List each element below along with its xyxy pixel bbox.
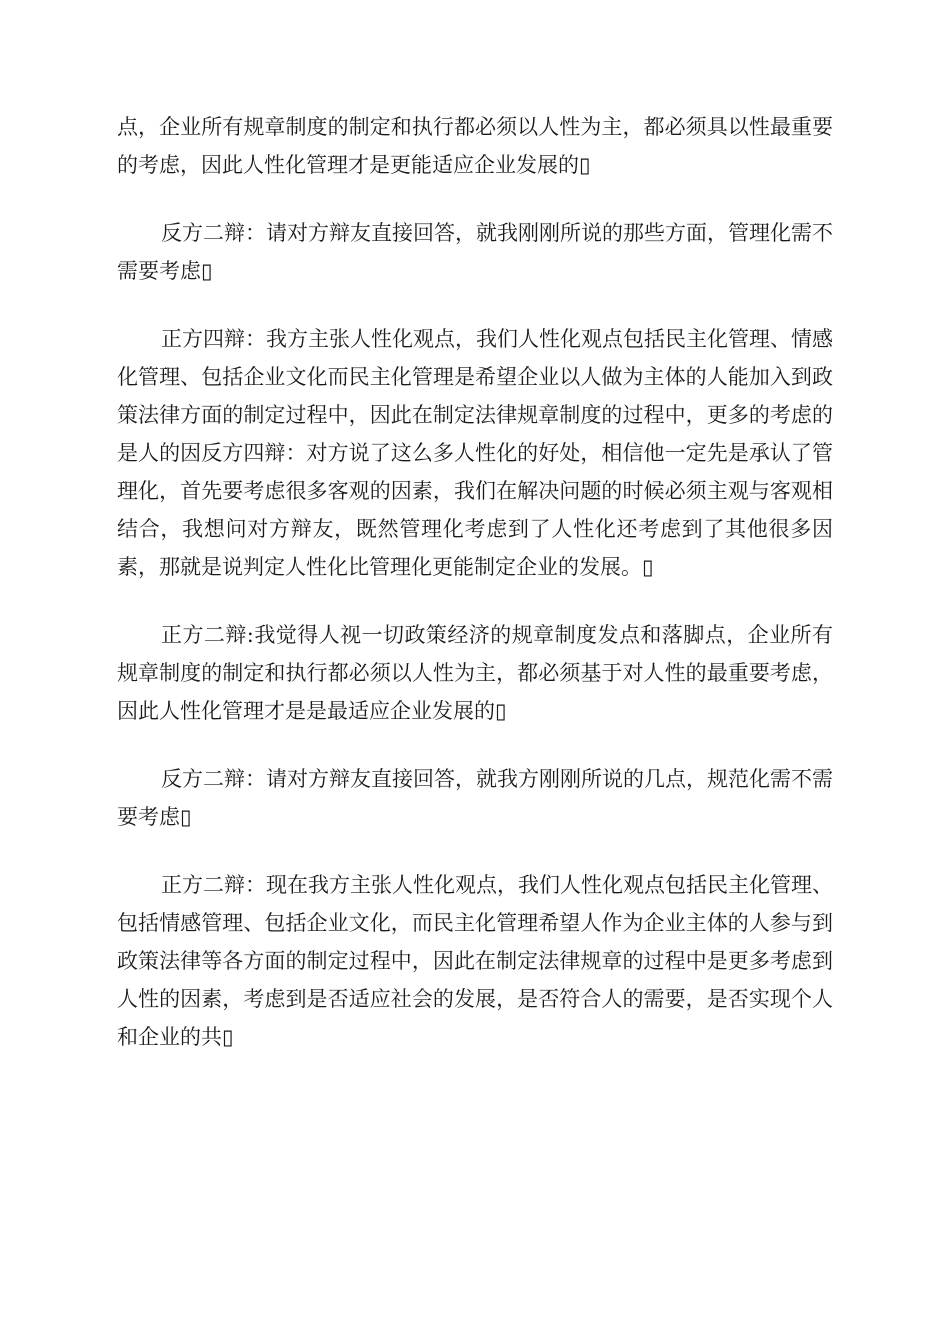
paragraph-negative-second-question-1: 反方二辩：请对方辩友直接回答，就我刚刚所说的那些方面，管理化需不需要考虑▯ xyxy=(117,221,833,283)
paragraph-positive-second-argument-2: 正方二辩：现在我方主张人性化观点，我们人性化观点包括民主化管理、包括情感管理、包括企业文化，而民主化管理希望人作为企业主体的人参与到政策法律等各方面的制定过程中，因此在制定法律规章的过程中是更多考虑到人性的因素，考虑到是否适应社会的发展，是否符合人的需要，是否实现个人和企业的共▯ xyxy=(117,873,833,1049)
paragraph-negative-second-question-2: 反方二辩：请对方辩友直接回答，就我方刚刚所说的几点，规范化需不需要考虑▯ xyxy=(117,767,833,829)
paragraph-positive-second-argument-1: 正方二辩:我觉得人视一切政策经济的规章制度发点和落脚点，企业所有规章制度的制定和执行都必须以人性为主，都必须基于对人性的最重要考虑，因此人性化管理才是是最适应企业发展的▯ xyxy=(117,623,833,723)
document-body xyxy=(117,108,833,1056)
paragraph-continuation: 点，企业所有规章制度的制定和执行都必须以人性为主，都必须具以性最重要的考虑，因此人性化管理才是更能适应企业发展的▯ xyxy=(117,115,833,177)
paragraph-positive-fourth-argument: 正方四辩：我方主张人性化观点，我们人性化观点包括民主化管理、情感化管理、包括企业文化而民主化管理是希望企业以人做为主体的人能加入到政策法律方面的制定过程中，因此在制定法律规章制度的过程中，更多的考虑的是人的因反方四辩：对方说了这么多人性化的好处，相信他一定先是承认了管理化，首先要考虑很多客观的因素，我们在解决问题的时候必须主观与客观相结合，我想问对方辩友，既然管理化考虑到了人性化还考虑到了其他很多因素，那就是说判定人性化比管理化更能制定企业的发展。▯ xyxy=(117,327,833,579)
